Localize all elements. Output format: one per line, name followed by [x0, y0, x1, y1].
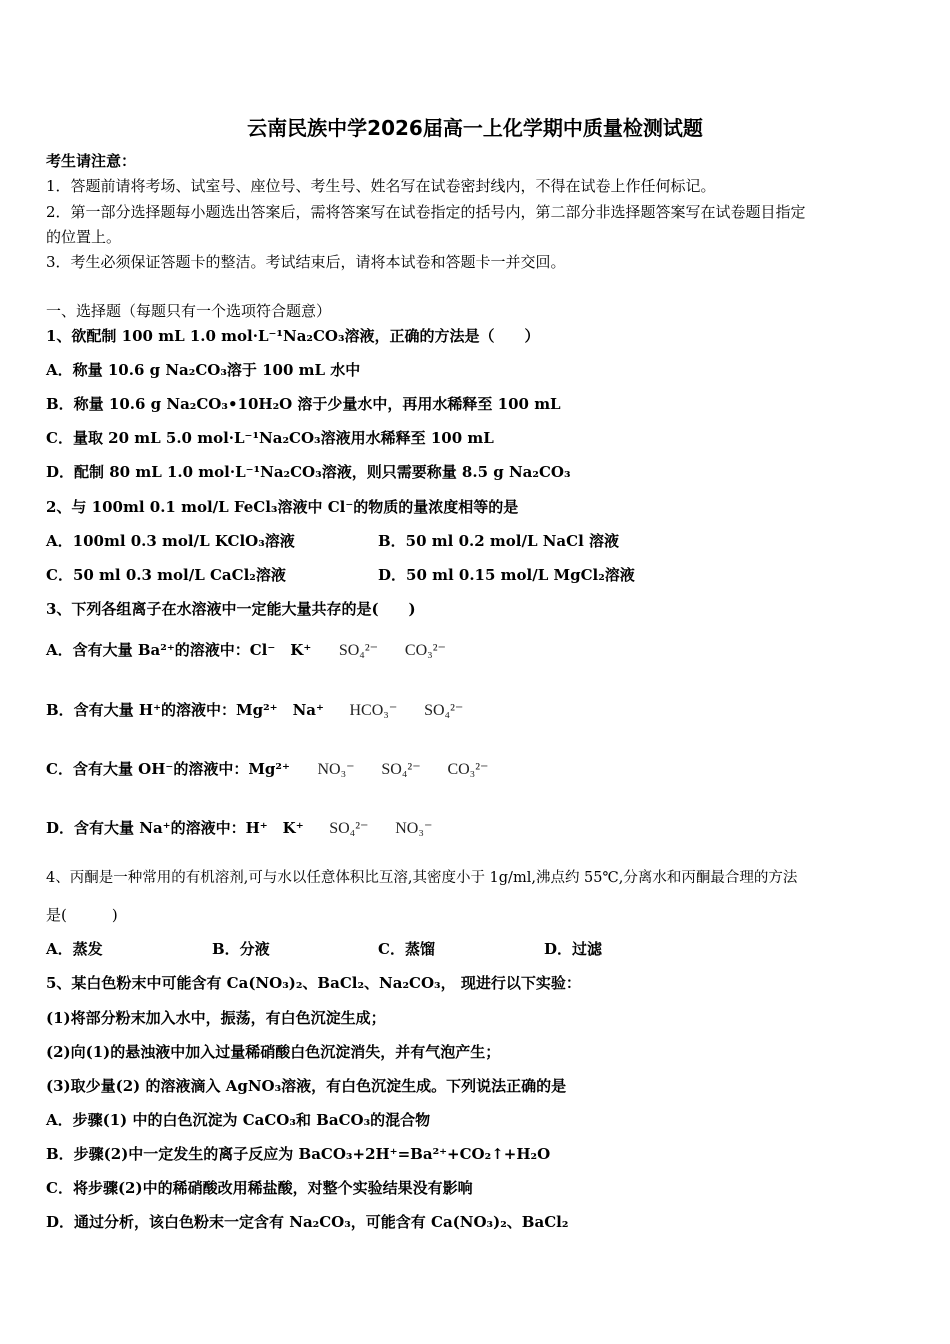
q3-option-a-text: A．含有大量 Ba²⁺的溶液中：Cl⁻ K⁺: [46, 641, 312, 659]
q3-option-b-text: B．含有大量 H⁺的溶液中：Mg²⁺ Na⁺: [46, 701, 324, 719]
q3-option-d-text: D．含有大量 Na⁺的溶液中：H⁺ K⁺: [46, 819, 304, 837]
ion-formula: NO₃⁻: [395, 820, 433, 837]
q5-stem: 5、某白色粉末中可能含有 Ca(NO₃)₂、BaCl₂、Na₂CO₃， 现进行以下实验：: [46, 974, 581, 992]
notice-item-2a: 2．第一部分选择题每小题选出答案后，需将答案写在试卷指定的括号内，第二部分非选择题答案写在试卷题目指定: [46, 203, 806, 221]
q5-option-a: A．步骤(1) 中的白色沉淀为 CaCO₃和 BaCO₃的混合物: [46, 1111, 431, 1129]
ion-formula: SO₄²⁻: [381, 761, 421, 778]
q5-step-1: (1)将部分粉末加入水中，振荡，有白色沉淀生成；: [46, 1009, 386, 1027]
page-title: 云南民族中学2026届高一上化学期中质量检测试题: [247, 116, 703, 140]
q4-option-b: B．分液: [212, 940, 270, 958]
ion-formula: HCO₃⁻: [349, 702, 398, 719]
notice-item-2b: 的位置上。: [46, 228, 122, 246]
q2-stem: 2、与 100ml 0.1 mol/L FeCl₃溶液中 Cl⁻的物质的量浓度相等的是: [46, 498, 519, 516]
q1-option-a: A．称量 10.6 g Na₂CO₃溶于 100 mL 水中: [46, 361, 361, 379]
q2-option-a: A．100ml 0.3 mol/L KClO₃溶液: [46, 532, 295, 550]
q3-option-a: [46, 640, 468, 661]
q3-option-b: [46, 700, 485, 721]
notice-header: 考生请注意：: [46, 152, 137, 170]
q3-option-c-text: C．含有大量 OH⁻的溶液中：Mg²⁺: [46, 760, 290, 778]
q4-stem-b: 是( ): [46, 906, 118, 924]
ion-formula: SO₄²⁻: [338, 642, 379, 659]
q1-stem: 1、欲配制 100 mL 1.0 mol·L⁻¹Na₂CO₃溶液，正确的方法是（ ）: [46, 327, 540, 345]
q1-option-d: D．配制 80 mL 1.0 mol·L⁻¹Na₂CO₃溶液，则只需要称量 8.5 g Na₂CO₃: [46, 463, 571, 481]
notice-item-1: 1．答题前请将考场、试室号、座位号、考生号、姓名写在试卷密封线内，不得在试卷上作任何标记。: [46, 177, 716, 195]
q1-option-b: B．称量 10.6 g Na₂CO₃•10H₂O 溶于少量水中，再用水稀释至 100 mL: [46, 395, 561, 413]
q5-option-b: B．步骤(2)中一定发生的离子反应为 BaCO₃+2H⁺=Ba²⁺+CO₂↑+H₂O: [46, 1145, 551, 1163]
ion-formula: CO₃²⁻: [404, 642, 446, 659]
q5-option-d: D．通过分析，该白色粉末一定含有 Na₂CO₃，可能含有 Ca(NO₃)₂、BaCl₂: [46, 1213, 569, 1231]
q2-option-c: C．50 ml 0.3 mol/L CaCl₂溶液: [46, 566, 286, 584]
q3-option-d: [46, 818, 454, 839]
q5-option-c: C．将步骤(2)中的稀硝酸改用稀盐酸，对整个实验结果没有影响: [46, 1179, 473, 1197]
q3-option-c: [46, 759, 511, 780]
q5-step-3: (3)取少量(2) 的溶液滴入 AgNO₃溶液，有白色沉淀生成。下列说法正确的是: [46, 1077, 567, 1095]
q2-option-b: B．50 ml 0.2 mol/L NaCl 溶液: [378, 532, 619, 550]
q5-step-2: (2)向(1)的悬浊液中加入过量稀硝酸白色沉淀消失，并有气泡产生；: [46, 1043, 501, 1061]
q3-stem: 3、下列各组离子在水溶液中一定能大量共存的是( ): [46, 600, 416, 618]
q4-options: [46, 939, 710, 959]
q4-stem-a: 4、丙酮是一种常用的有机溶剂,可与水以任意体积比互溶,其密度小于 1g/ml,沸点约 55℃,分离水和丙酮最合理的方法: [46, 870, 798, 886]
notice-item-3: 3．考生必须保证答题卡的整洁。考试结束后，请将本试卷和答题卡一并交回。: [46, 253, 566, 271]
q2-option-d: D．50 ml 0.15 mol/L MgCl₂溶液: [378, 566, 635, 584]
ion-formula: NO₃⁻: [317, 761, 355, 778]
ion-formula: SO₄²⁻: [329, 820, 369, 837]
section-heading: 一、选择题（每题只有一个选项符合题意）: [46, 302, 332, 320]
q4-option-c: C．蒸馏: [378, 940, 435, 958]
ion-formula: CO₃²⁻: [447, 761, 489, 778]
q1-option-c: C．量取 20 mL 5.0 mol·L⁻¹Na₂CO₃溶液用水稀释至 100 mL: [46, 429, 494, 447]
q4-option-a: A．蒸发: [46, 940, 103, 958]
ion-formula: SO₄²⁻: [424, 702, 464, 719]
q4-option-d: D．过滤: [544, 940, 603, 958]
